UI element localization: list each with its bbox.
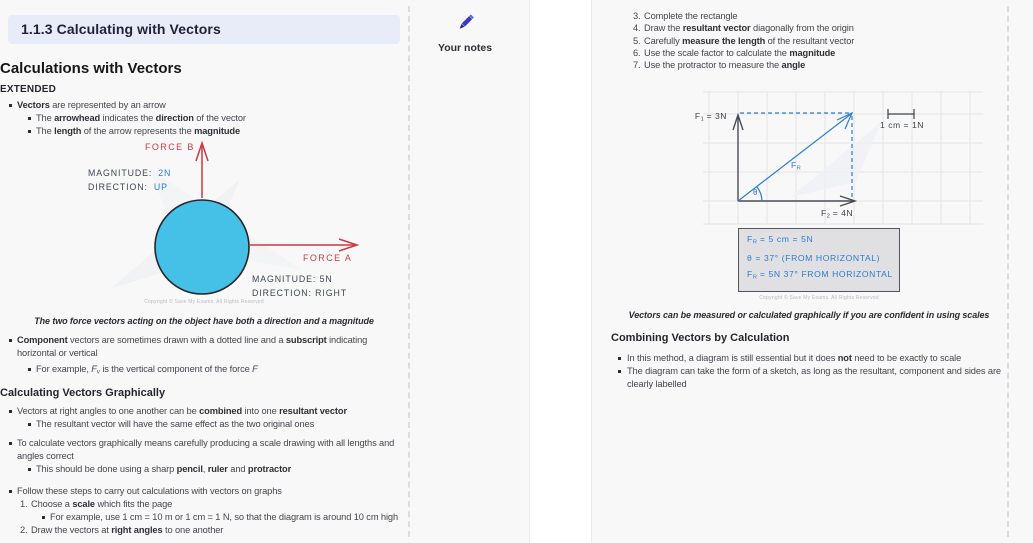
bullet-item xyxy=(0,463,408,476)
step-number: 6. xyxy=(633,47,641,58)
step-text: Complete the rectangle xyxy=(644,11,738,21)
step-number: 2. xyxy=(20,524,28,535)
bullet-text: Component vectors are sometimes drawn with a dotted line and a subscript indicating horizontal or vertical xyxy=(17,335,368,358)
bullet-item xyxy=(0,334,408,360)
resultant-label: $F_R$ xyxy=(791,160,801,172)
step-number: 3. xyxy=(633,11,641,21)
bullet-item xyxy=(0,511,408,524)
f1-label: $F_1 = 3N$ xyxy=(694,111,727,123)
notes-separator-line xyxy=(1007,6,1009,537)
bullet-text: For example, use 1 cm = 10 m or 1 cm = 1 N, so that the diagram is around 10 cm high xyxy=(50,511,399,522)
step-item xyxy=(0,498,408,511)
bullet-item xyxy=(611,365,1007,391)
magnitude-value: 2N xyxy=(158,168,172,178)
result-line: θ = 37° (FROM HORIZONTAL) xyxy=(747,253,881,264)
your-notes xyxy=(415,10,515,54)
bullet-item xyxy=(0,418,408,431)
copyright-text: Copyright © Save My Exams. All Rights Reserved xyxy=(144,299,264,305)
result-line: $F_R = 5N$ 37° FROM HORIZONTAL xyxy=(747,268,893,281)
step-item xyxy=(611,47,1007,59)
bullet-item xyxy=(611,352,1007,365)
calculation-bullets xyxy=(611,352,1007,391)
vector-grid-diagram xyxy=(631,87,1006,227)
right-page xyxy=(591,0,1033,543)
bullet-marker xyxy=(618,370,621,373)
bullet-item xyxy=(0,485,408,498)
bullet-marker xyxy=(28,368,31,371)
figure-caption: Vectors can be measured or calculated graphically if you are confident in using scales xyxy=(628,309,990,320)
bullet-text: The length of the arrow represents the magnitude xyxy=(36,126,241,136)
theta-label: θ xyxy=(753,188,758,198)
force-a-magnitude: MAGNITUDE: 5N xyxy=(252,274,333,284)
bullet-marker xyxy=(28,117,31,120)
bullet-marker xyxy=(9,442,12,445)
step-text: Use the protractor to measure the angle xyxy=(644,60,806,71)
step-number: 4. xyxy=(633,23,641,34)
section-heading: Calculating Vectors Graphically xyxy=(0,386,166,399)
direction-value: UP xyxy=(153,182,168,192)
step-text: Choose a scale which fits the page xyxy=(31,498,173,509)
step-text: Use the scale factor to calculate the magnitude xyxy=(644,47,836,58)
vector-grid-art xyxy=(631,87,1006,227)
section-heading: Combining Vectors by Calculation xyxy=(611,331,790,344)
bullet-marker xyxy=(9,410,12,413)
object-circle xyxy=(155,200,249,294)
bullet-text: Follow these steps to carry out calculations with vectors on graphs xyxy=(17,485,282,496)
scale-label: 1 cm = 1N xyxy=(880,120,924,131)
bullet-text: Vectors at right angles to one another can be combined into one resultant vector xyxy=(17,405,347,416)
bullet-item xyxy=(0,125,408,138)
scale-bar xyxy=(888,109,914,119)
step-item xyxy=(611,10,1007,22)
f2-label: $F_2 = 4N$ xyxy=(821,208,854,220)
left-page-content xyxy=(0,0,408,537)
graphical-bullets xyxy=(0,405,408,537)
steps-list xyxy=(611,10,1007,71)
notes-separator-line xyxy=(408,6,410,537)
force-a-label: FORCE A xyxy=(303,253,353,263)
bullet-marker xyxy=(28,423,31,426)
bullet-item xyxy=(0,363,408,380)
bullet-text: The arrowhead indicates the direction of the vector xyxy=(36,113,246,123)
bullet-marker xyxy=(9,490,12,493)
results-box xyxy=(738,228,900,291)
force-a-direction: DIRECTION: RIGHT xyxy=(252,288,348,298)
bullet-marker xyxy=(28,468,31,471)
bullet-text: This should be done using a sharp pencil, ruler and protractor xyxy=(36,463,292,474)
bullet-text: The resultant vector will have the same effect as the two original ones xyxy=(36,418,315,429)
bullet-text: In this method, a diagram is still essential but it does not need to be exactly to scale xyxy=(627,352,962,363)
intro-bullets xyxy=(0,99,408,138)
component-bullets xyxy=(0,334,408,380)
watermark-logo xyxy=(791,122,881,197)
bullet-marker xyxy=(9,104,12,107)
bullet-text: To calculate vectors graphically means carefully producing a scale drawing with all lengths and angles correct xyxy=(17,437,395,461)
bullet-item xyxy=(0,405,408,418)
page-title: Calculations with Vectors xyxy=(0,60,182,77)
extended-tag: EXTENDED xyxy=(0,84,57,95)
step-text: Draw the resultant vector diagonally from the origin xyxy=(644,23,854,34)
step-item xyxy=(611,22,1007,34)
force-b-magnitude xyxy=(88,168,171,178)
bullet-marker xyxy=(618,357,621,360)
step-number: 1. xyxy=(20,498,28,509)
right-page-content xyxy=(592,0,1007,391)
bullet-item xyxy=(0,99,408,112)
force-b-direction xyxy=(88,182,168,192)
direction-label: DIRECTION: xyxy=(88,182,148,192)
result-line: $F_R = 5$ cm = 5N xyxy=(747,234,814,246)
bullet-item xyxy=(0,112,408,125)
bullet-text: Vectors are represented by an arrow xyxy=(17,100,166,110)
step-text: Draw the vectors at right angles to one another xyxy=(31,524,224,535)
step-number: 5. xyxy=(633,35,641,46)
figure-caption: The two force vectors acting on the object have both a direction and a magnitude xyxy=(34,316,374,326)
topic-header xyxy=(8,15,400,44)
force-b-label: FORCE B xyxy=(145,142,195,152)
step-item xyxy=(611,59,1007,71)
copyright-text: Copyright © Save My Exams. All Rights Reserved xyxy=(759,294,879,301)
bullet-marker xyxy=(28,130,31,133)
step-number: 7. xyxy=(633,60,641,71)
step-text: Carefully measure the length of the resultant vector xyxy=(644,35,855,46)
bullet-marker xyxy=(9,339,12,342)
bullet-item xyxy=(0,437,408,463)
step-item xyxy=(0,524,408,537)
your-notes-label: Your notes xyxy=(437,42,493,54)
force-diagram xyxy=(0,139,408,311)
bullet-text: For example, $F_v$ is the vertical component of the force F xyxy=(36,364,258,376)
step-item xyxy=(611,35,1007,47)
pencil-icon xyxy=(452,10,478,36)
bullet-marker xyxy=(42,516,45,519)
bullet-text: The diagram can take the form of a sketch, as long as the resultant, component and sides are clearly labelled xyxy=(627,365,1001,389)
topic-title: 1.1.3 Calculating with Vectors xyxy=(21,21,221,37)
magnitude-label: MAGNITUDE: xyxy=(88,168,153,178)
force-diagram-art xyxy=(0,139,408,311)
